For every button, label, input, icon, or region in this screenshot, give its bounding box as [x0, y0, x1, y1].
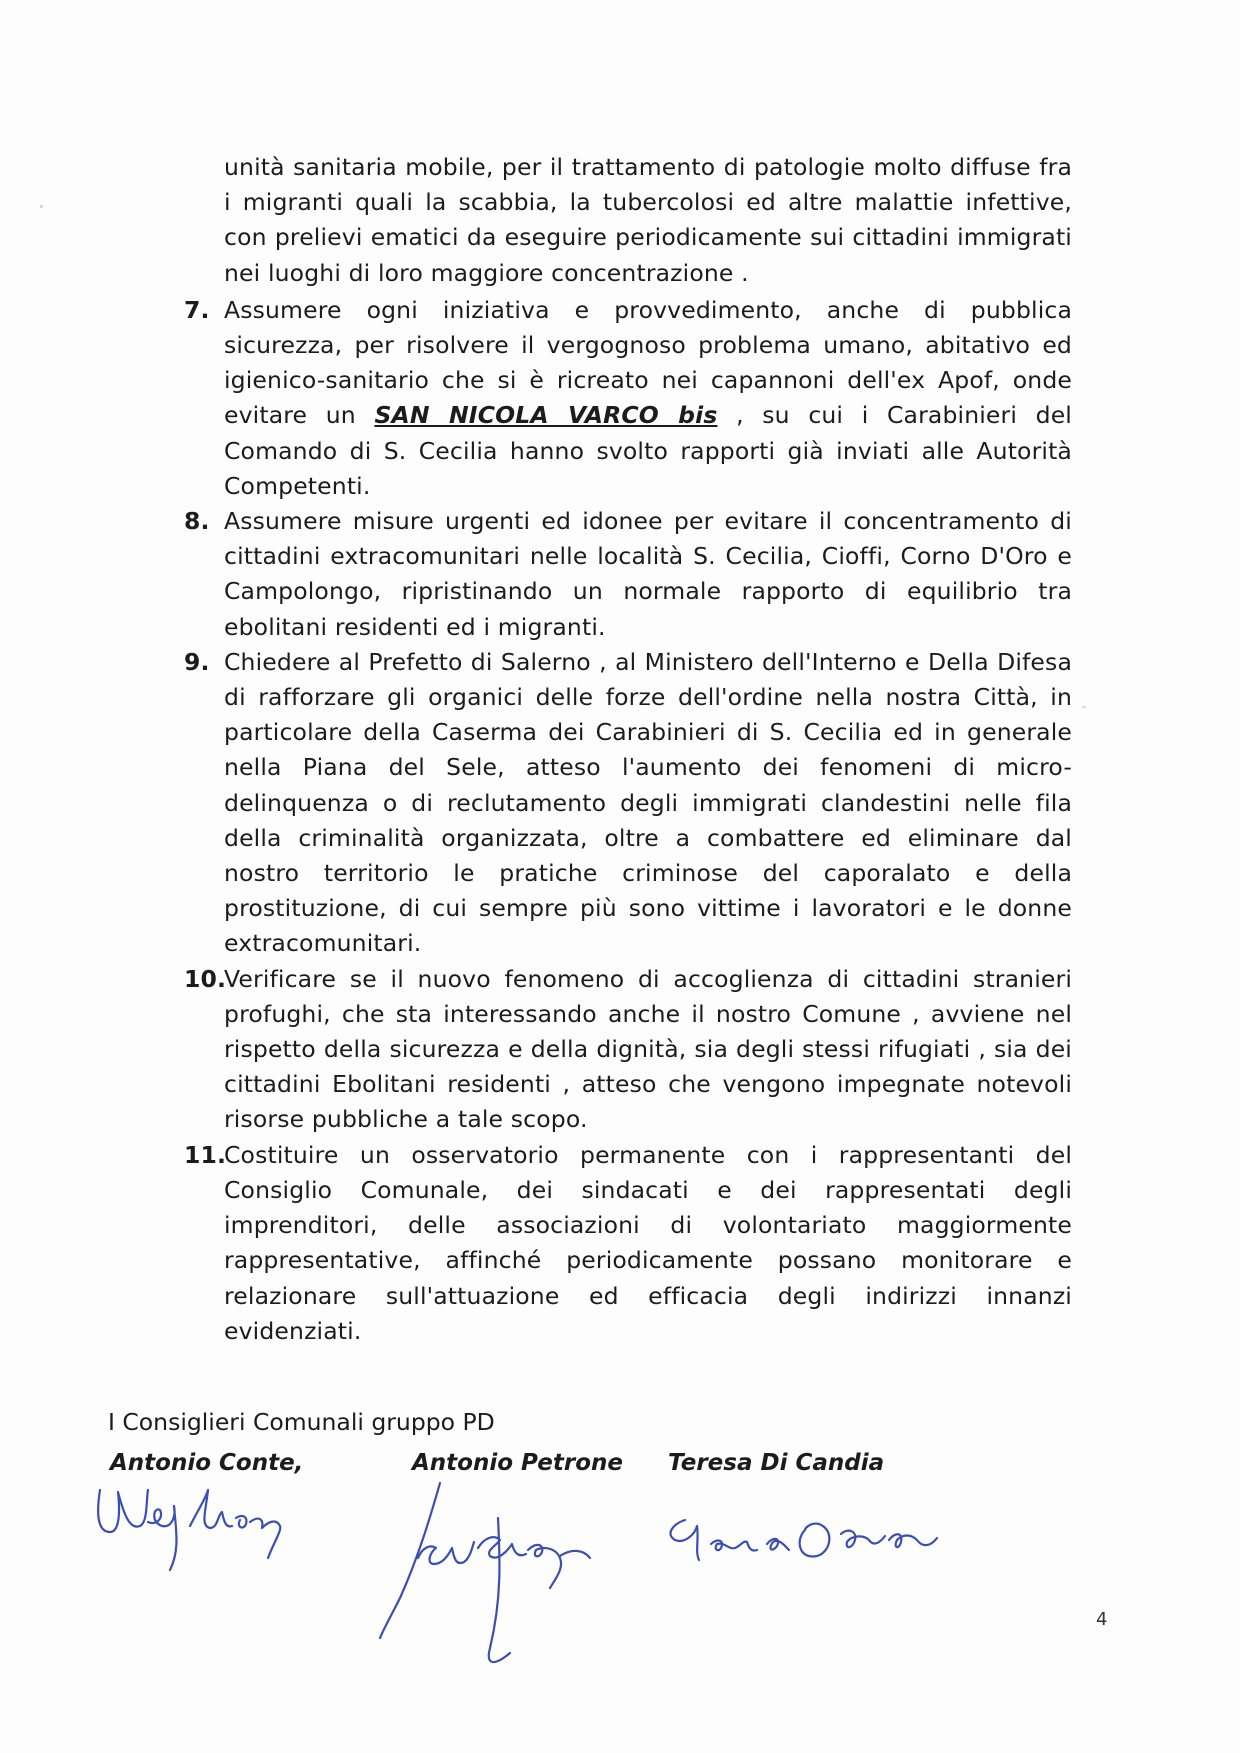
item-number: 11. [184, 1140, 227, 1169]
item-text: Chiedere al Prefetto di Salerno , al Ministero dell'Interno e Della Difesa di rafforzare gli organici delle forze dell'ordine nella nostra Città, in particolare della Caserma dei Carabinieri di S. Cecilia ed in generale nella Piana del Sele, atteso l'aumento dei fenomeni di micro-delinquenza o di reclutamento degli immigrati clandestini nelle fila della criminalità organizzata, oltre a combattere ed eliminare dal nostro territorio le pratiche criminose del caporalato e della prostituzione, di cui sempre più sono vittime i lavoratori e le donne extracomunitari. [224, 647, 1072, 958]
item-number: 10. [184, 964, 227, 993]
signature-antonio-conte [90, 1470, 330, 1580]
signers-heading: I Consiglieri Comunali gruppo PD [108, 1408, 495, 1436]
signer-name-antonio-conte: Antonio Conte, [110, 1450, 304, 1476]
item-number: 9. [184, 647, 210, 676]
signature-antonio-petrone [360, 1478, 640, 1673]
item-text: Verificare se il nuovo fenomeno di accoglienza di cittadini stranieri profughi, che sta interessando anche il nostro Comune , avviene nel rispetto della sicurezza e della dignità, sia degli stessi rifugiati , sia dei cittadini Ebolitani residenti , atteso che vengono impegnate notevoli risorse pubbliche a tale scopo. [224, 964, 1072, 1134]
signer-name-antonio-petrone: Antonio Petrone [412, 1450, 623, 1476]
list-item [184, 293, 1072, 504]
item-text-after: , su cui i Carabinieri del Comando di S. Cecilia hanno svolto rapporti già inviati alle Autorità Competenti. [224, 401, 1072, 500]
item-text [224, 293, 1072, 504]
scan-mark [40, 205, 43, 208]
resolution-list [184, 293, 1072, 1349]
scan-mark [1082, 706, 1086, 708]
emphasized-place-name: SAN NICOLA VARCO bis [374, 401, 718, 430]
signer-name-teresa-di-candia: Teresa Di Candia [668, 1450, 885, 1476]
list-item [184, 962, 1072, 1138]
continued-paragraph: unità sanitaria mobile, per il trattamento di patologie molto diffuse fra i migranti quali la scabbia, la tubercolosi ed altre malattie infettive, con prelievi ematici da eseguire periodicamente sui cittadini immigrati nei luoghi di loro maggiore concentrazione . [224, 153, 1072, 287]
item-number: 8. [184, 507, 210, 536]
item-number: 7. [184, 295, 210, 324]
signature-teresa-di-candia [655, 1500, 995, 1580]
page-number: 4 [1096, 1609, 1108, 1630]
item-text: Assumere misure urgenti ed idonee per evitare il concentramento di cittadini extracomunitari nelle località S. Cecilia, Cioffi, Corno D'Oro e Campolongo, ripristinando un normale rapporto di equilibrio tra ebolitani residenti ed i migranti. [224, 507, 1072, 641]
item-text-before: Assumere ogni iniziativa e provvedimento, anche di pubblica sicurezza, per risolvere il vergognoso problema umano, abitativo ed igienico-sanitario che si è ricreato nei capannoni dell'ex Apof, onde evitare un [224, 295, 1072, 430]
item-text: Costituire un osservatorio permanente con i rappresentanti del Consiglio Comunale, dei sindacati e dei rappresentati degli imprenditori, delle associazioni di volontariato maggiormente rappresentative, affinché periodicamente possano monitorare e relazionare sull'attuazione ed efficacia degli indirizzi innanzi evidenziati. [224, 1140, 1072, 1345]
list-item [184, 504, 1072, 645]
document-body [184, 150, 1072, 1349]
list-item [184, 645, 1072, 962]
list-item [184, 1138, 1072, 1349]
